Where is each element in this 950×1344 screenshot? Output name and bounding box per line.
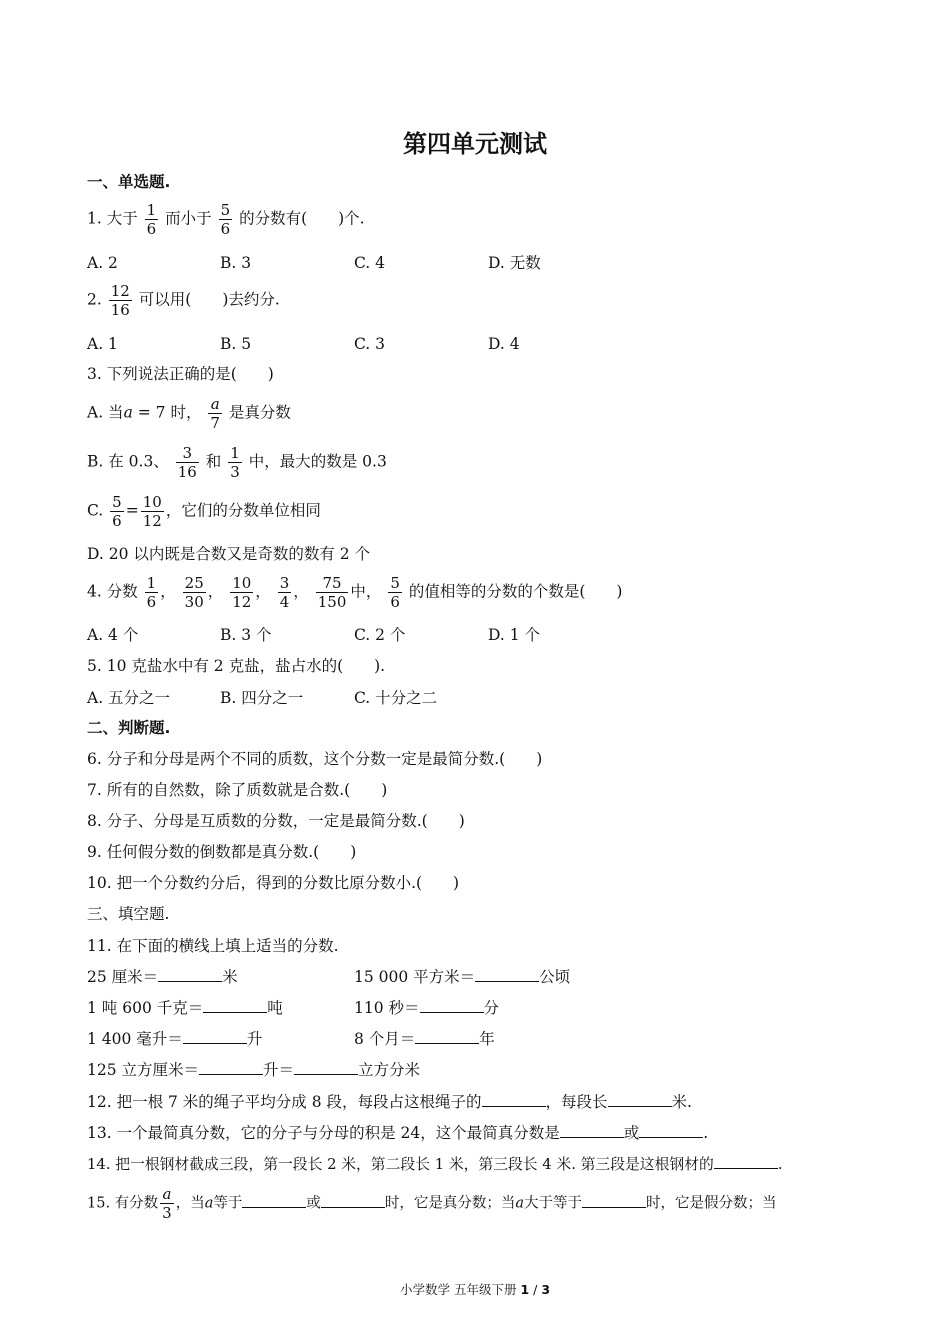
footer-separator: / <box>529 1282 542 1297</box>
q11-r1b-post: 公顷 <box>539 968 571 986</box>
fraction-3-4 <box>278 574 292 611</box>
q3-a-pre: A. 当 <box>87 403 124 422</box>
question-5: 5. 10 克盐水中有 2 克盐，盐占水的( ). <box>87 657 386 675</box>
denominator: 16 <box>110 301 130 319</box>
q11-row1-left <box>87 967 238 987</box>
answer-blank[interactable] <box>714 1154 778 1169</box>
denominator: 6 <box>146 593 157 611</box>
q15-var: a <box>515 1195 525 1212</box>
answer-blank[interactable] <box>158 967 222 982</box>
answer-blank[interactable] <box>199 1060 263 1075</box>
numerator: 5 <box>390 574 400 592</box>
q15-p6: 时，它是假分数；当 <box>646 1195 777 1212</box>
page-footer <box>0 1280 950 1298</box>
numerator: a <box>160 1185 174 1204</box>
numerator: a <box>208 395 222 414</box>
denominator: 6 <box>220 220 231 238</box>
q12-mid: ，每段长 <box>545 1093 608 1111</box>
footer-page-total: 3 <box>541 1282 551 1297</box>
q5-option-c: C. 十分之二 <box>354 689 438 707</box>
q2-option-b: B. 5 <box>220 335 252 353</box>
q2-option-a: A. 1 <box>87 335 118 353</box>
fraction-25-30 <box>183 574 206 611</box>
answer-blank[interactable] <box>475 967 539 982</box>
q3-c-pre: C. <box>87 501 104 520</box>
fraction-10-12 <box>230 574 253 611</box>
fraction-12-16 <box>109 282 132 319</box>
q3-b-post: 中，最大的数是 0.3 <box>248 452 387 471</box>
q4-post: 的值相等的分数的个数是( ) <box>408 582 623 601</box>
q15-p5: 大于等于 <box>524 1195 583 1212</box>
numerator: 5 <box>220 201 231 219</box>
question-14 <box>87 1154 783 1175</box>
numerator: 12 <box>110 282 130 300</box>
denominator: 6 <box>390 593 400 611</box>
fraction-5-6 <box>110 493 124 530</box>
question-6: 6. 分子和分母是两个不同的质数，这个分数一定是最简分数.( ) <box>87 750 543 768</box>
q11-r2b-post: 分 <box>483 999 500 1017</box>
denominator: 3 <box>230 463 240 481</box>
numerator: 75 <box>316 574 349 593</box>
denominator: 3 <box>162 1204 172 1222</box>
fraction-1-6 <box>145 574 159 611</box>
question-2-text-post: 可以用( )去约分. <box>138 290 280 309</box>
q3-option-b <box>87 444 387 481</box>
question-13 <box>87 1123 708 1143</box>
question-1-text-mid: 而小于 <box>165 209 212 228</box>
q11-r4-post: 立方分米 <box>358 1061 421 1079</box>
section-heading-true-false: 二、判断题. <box>87 719 171 737</box>
fraction-10-12 <box>141 493 164 530</box>
q11-r3b-pre: 8 个月＝ <box>354 1030 416 1048</box>
question-2 <box>87 282 280 319</box>
q11-r3a-post: 升 <box>246 1030 263 1048</box>
q4-mid: 中， <box>350 582 382 601</box>
section-heading-single-choice: 一、单选题. <box>87 173 171 191</box>
q11-row4 <box>87 1060 420 1080</box>
equals-sign: = <box>125 501 139 520</box>
question-4 <box>87 574 622 611</box>
q11-r3b-post: 年 <box>479 1030 495 1048</box>
answer-blank[interactable] <box>203 998 267 1013</box>
question-8: 8. 分子、分母是互质数的分数，一定是最简分数.( ) <box>87 812 465 830</box>
denominator: 12 <box>142 512 162 530</box>
q1-option-d: D. 无数 <box>488 254 541 272</box>
fraction-5-6 <box>219 201 233 238</box>
comma: ， <box>293 582 309 601</box>
q11-r4-pre: 125 立方厘米＝ <box>87 1061 200 1079</box>
q3-option-d: D. 20 以内既是合数又是奇数的数有 2 个 <box>87 545 371 563</box>
q11-r2a-pre: 1 吨 600 千克＝ <box>87 999 204 1017</box>
q12-pre: 12. 把一根 7 米的绳子平均分成 8 段，每段占这根绳子的 <box>87 1093 482 1111</box>
numerator: 1 <box>146 201 157 219</box>
answer-blank[interactable] <box>420 998 484 1013</box>
q4-pre: 4. 分数 <box>87 582 138 601</box>
q3-option-a <box>87 395 291 432</box>
q13-mid: 或 <box>623 1124 640 1142</box>
question-2-text-pre: 2. <box>87 290 102 309</box>
footer-page-number: 1 <box>520 1282 530 1297</box>
fraction-1-6 <box>145 201 159 238</box>
fraction-75-150 <box>316 574 349 611</box>
q11-row2-right <box>354 998 499 1018</box>
q5-option-a: A. 五分之一 <box>87 689 171 707</box>
q14-post: . <box>777 1156 783 1173</box>
answer-blank[interactable] <box>482 1092 546 1107</box>
numerator: 5 <box>112 493 122 511</box>
answer-blank[interactable] <box>183 1029 247 1044</box>
q3-option-c <box>87 493 321 530</box>
q5-option-b: B. 四分之一 <box>220 689 304 707</box>
question-10: 10. 把一个分数约分后，得到的分数比原分数小.( ) <box>87 874 460 892</box>
numerator: 10 <box>232 574 252 592</box>
question-12 <box>87 1092 692 1112</box>
numerator: 3 <box>176 444 199 463</box>
numerator: 3 <box>279 574 290 592</box>
answer-blank[interactable] <box>294 1060 358 1075</box>
answer-blank[interactable] <box>321 1193 385 1208</box>
comma: ， <box>255 582 271 601</box>
fraction-1-3 <box>228 444 242 481</box>
q11-r3a-pre: 1 400 毫升＝ <box>87 1030 183 1048</box>
q3-b-pre: B. 在 0.3、 <box>87 452 169 471</box>
q1-option-b: B. 3 <box>220 254 252 272</box>
footer-text: 小学数学 五年级下册 <box>399 1282 521 1297</box>
denominator: 4 <box>279 593 290 611</box>
question-7: 7. 所有的自然数，除了质数就是合数.( ) <box>87 781 388 799</box>
page-title: 第四单元测试 <box>403 130 547 158</box>
answer-blank[interactable] <box>608 1092 672 1107</box>
q2-option-c: C. 3 <box>354 335 386 353</box>
q3-c-post: ，它们的分数单位相同 <box>165 501 321 520</box>
numerator: 10 <box>142 493 162 511</box>
q1-option-a: A. 2 <box>87 254 118 272</box>
question-15 <box>87 1185 777 1222</box>
fraction-a-7 <box>208 395 222 432</box>
denominator: 150 <box>317 593 347 611</box>
q12-post: 米. <box>671 1093 692 1111</box>
fraction-a-3 <box>160 1185 174 1222</box>
question-9: 9. 任何假分数的倒数都是真分数.( ) <box>87 843 357 861</box>
q11-row1-right <box>354 967 570 987</box>
q11-r1a-post: 米 <box>222 968 238 986</box>
q13-pre: 13. 一个最简真分数，它的分子与分母的积是 24，这个最简真分数是 <box>87 1124 560 1142</box>
q15-var: a <box>204 1195 214 1212</box>
q2-option-d: D. 4 <box>488 335 520 353</box>
q15-pre: 15. 有分数 <box>87 1195 159 1212</box>
answer-blank[interactable] <box>242 1193 306 1208</box>
question-1-text-post: 的分数有( )个. <box>239 209 365 228</box>
numerator: 1 <box>146 574 157 592</box>
numerator: 1 <box>230 444 240 462</box>
q3-a-post: 是真分数 <box>228 403 291 422</box>
comma: ， <box>207 582 224 601</box>
q3-a-var: a <box>123 403 133 422</box>
answer-blank[interactable] <box>415 1029 479 1044</box>
q11-r1a-pre: 25 厘米＝ <box>87 968 159 986</box>
q11-row2-left <box>87 998 283 1018</box>
q15-p1: ，当 <box>175 1195 205 1212</box>
answer-blank[interactable] <box>582 1193 646 1208</box>
comma: ， <box>160 582 176 601</box>
q4-option-a: A. 4 个 <box>87 626 139 644</box>
q15-p2: 等于 <box>213 1195 243 1212</box>
fraction-5-6 <box>388 574 402 611</box>
q15-p3: 或 <box>306 1195 321 1212</box>
q11-r4-mid: 升＝ <box>263 1061 295 1079</box>
q4-option-c: C. 2 个 <box>354 626 406 644</box>
q4-option-b: B. 3 个 <box>220 626 272 644</box>
q11-r2b-pre: 110 秒＝ <box>354 999 420 1017</box>
denominator: 12 <box>232 593 252 611</box>
q4-option-d: D. 1 个 <box>488 626 541 644</box>
question-11: 11. 在下面的横线上填上适当的分数. <box>87 937 339 955</box>
question-1-text-pre: 1. 大于 <box>87 209 138 228</box>
denominator: 7 <box>210 414 220 432</box>
q1-option-c: C. 4 <box>354 254 386 272</box>
q3-b-mid: 和 <box>205 452 222 471</box>
answer-blank[interactable] <box>639 1123 703 1138</box>
q11-row3-right <box>354 1029 495 1049</box>
q13-post: . <box>703 1124 709 1142</box>
denominator: 16 <box>177 463 197 481</box>
answer-blank[interactable] <box>560 1123 624 1138</box>
question-3: 3. 下列说法正确的是( ) <box>87 365 274 383</box>
q15-p4: 时，它是真分数；当 <box>384 1195 516 1212</box>
q14-pre: 14. 把一根钢材截成三段，第一段长 2 米，第二段长 1 米，第三段长 4 米. 第三段是这根钢材的 <box>87 1156 714 1173</box>
q11-row3-left <box>87 1029 262 1049</box>
denominator: 6 <box>112 512 122 530</box>
question-1 <box>87 201 365 238</box>
fraction-3-16 <box>176 444 199 481</box>
q11-r2a-post: 吨 <box>267 999 283 1017</box>
section-heading-fill-blank: 三、填空题. <box>87 905 170 923</box>
q11-r1b-pre: 15 000 平方米＝ <box>354 968 476 986</box>
numerator: 25 <box>184 574 204 592</box>
q3-a-mid: = 7 时， <box>132 403 202 422</box>
denominator: 30 <box>184 593 204 611</box>
denominator: 6 <box>146 220 157 238</box>
